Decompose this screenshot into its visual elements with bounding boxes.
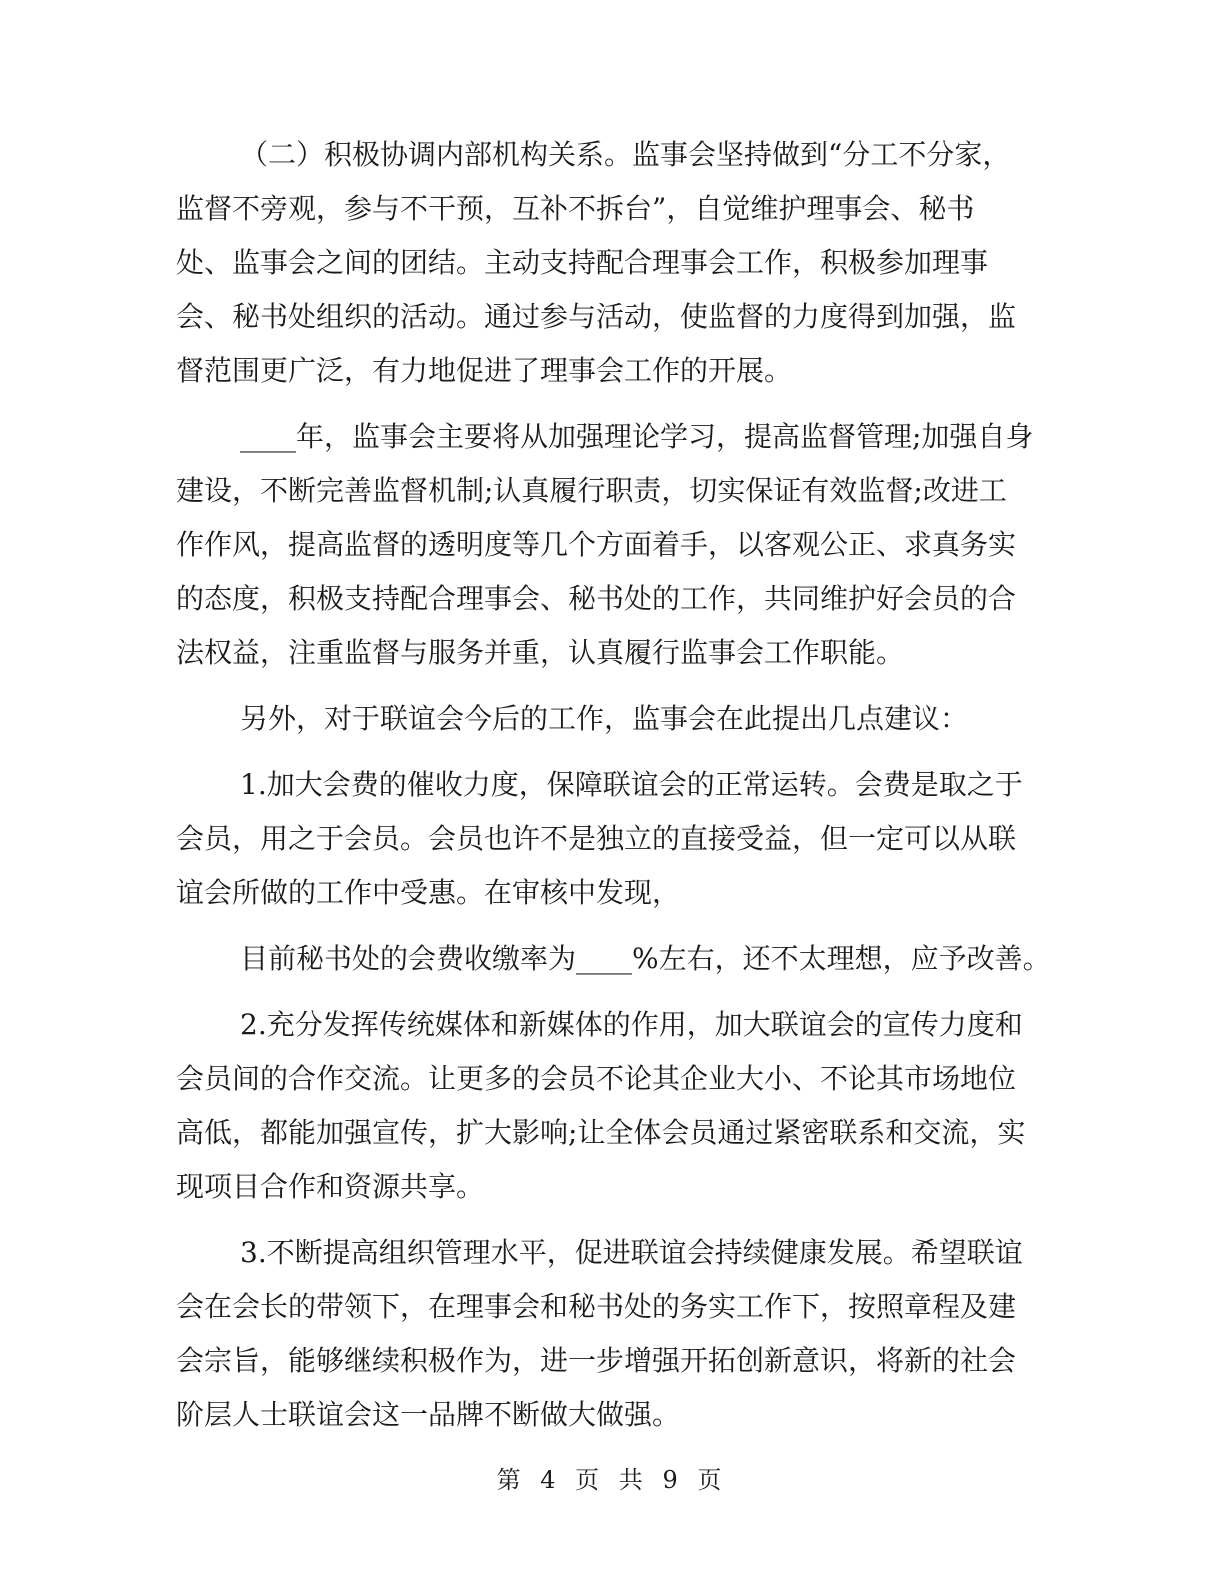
text-line: 3.不断提高组织管理水平，促进联谊会持续健康发展。希望联谊 [240, 1236, 1023, 1269]
text-line: ____年，监事会主要将从加强理论学习，提高监督管理;加强自身 [240, 420, 1034, 453]
text-line: 会员，用之于会员。会员也许不是独立的直接受益，但一定可以从联 [176, 822, 1017, 855]
text-line: 会宗旨，能够继续积极作为，进一步增强开拓创新意识，将新的社会 [176, 1344, 1017, 1377]
text-line: 2.充分发挥传统媒体和新媒体的作用，加大联谊会的宣传力度和 [240, 1008, 1023, 1041]
text-line: 谊会所做的工作中受惠。在审核中发现， [176, 876, 681, 909]
text-line: 会员间的合作交流。让更多的会员不论其企业大小、不论其市场地位 [176, 1062, 1017, 1095]
text-line: 阶层人士联谊会这一品牌不断做大做强。 [176, 1398, 681, 1431]
text-line: 建设，不断完善监督机制;认真履行职责，切实保证有效监督;改进工 [176, 474, 1007, 507]
text-line: 目前秘书处的会费收缴率为____%左右，还不太理想，应予改善。 [240, 942, 1051, 975]
text-line: 现项目合作和资源共享。 [176, 1170, 485, 1203]
text-line: 1.加大会费的催收力度，保障联谊会的正常运转。会费是取之于 [240, 768, 1023, 801]
text-line: 处、监事会之间的团结。主动支持配合理事会工作，积极参加理事 [176, 246, 989, 279]
text-line: 高低，都能加强宣传，扩大影响;让全体会员通过紧密联系和交流，实 [176, 1116, 1026, 1149]
document-body [176, 128, 1051, 1454]
page-footer: 第 4 页 共 9 页 [496, 1466, 728, 1494]
text-line: 会、秘书处组织的活动。通过参与活动，使监督的力度得到加强，监 [176, 300, 1017, 333]
text-line: 监督不旁观，参与不干预，互补不拆台”，自觉维护理事会、秘书 [176, 192, 975, 225]
text-line: （二）积极协调内部机构关系。监事会坚持做到“分工不分家， [240, 138, 1011, 171]
text-line: 督范围更广泛，有力地促进了理事会工作的开展。 [176, 354, 793, 387]
text-line: 会在会长的带领下，在理事会和秘书处的务实工作下，按照章程及建 [176, 1290, 1017, 1323]
text-line: 作作风，提高监督的透明度等几个方面着手，以客观公正、求真务实 [176, 528, 1017, 561]
text-line: 法权益，注重监督与服务并重，认真履行监事会工作职能。 [176, 636, 905, 669]
text-line: 的态度，积极支持配合理事会、秘书处的工作，共同维护好会员的合 [176, 582, 1017, 615]
text-line: 另外，对于联谊会今后的工作，监事会在此提出几点建议： [240, 702, 969, 735]
